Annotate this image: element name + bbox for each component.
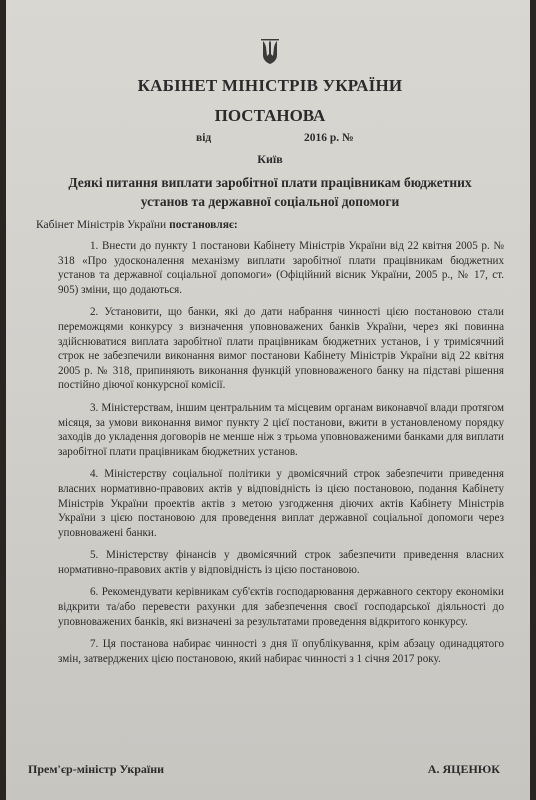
signature-name: А. ЯЦЕНЮК — [427, 762, 500, 776]
intro-line — [36, 219, 504, 231]
title-line-2: установ та державної соціальної допомоги — [140, 194, 400, 209]
paragraph-1: 1. Внести до пункту 1 постанови Кабінету Міністрів України від 22 квітня 2005 р. № 318 «Про удосконалення механізму виплати заробітної плати працівникам бюджетних установ та державної соціальної допомоги» (Офіційний вісник України, 2005 р., № 17, ст. 905) зміни, що додаються. — [58, 240, 504, 296]
intro-subject: Кабінет Міністрів України — [36, 219, 167, 231]
document-type: ПОСТАНОВА — [214, 106, 326, 125]
signature-position: Прем'єр-міністр України — [28, 762, 165, 776]
organization-title: КАБІНЕТ МІНІСТРІВ УКРАЇНИ — [137, 76, 403, 95]
trident-emblem-icon — [261, 38, 279, 66]
date-prefix: від — [196, 132, 212, 144]
date-year: 2016 р. № — [304, 132, 354, 144]
city: Київ — [257, 152, 283, 166]
paragraph-3: 3. Міністерствам, іншим центральним та місцевим органам виконавчої влади протягом місяця, за умови виконання вимог пункту 2 цієї постанови, вжити в установленому порядку заходів до укладення договорів не менше ніж з трьома уповноваженими банками для виплати заробітної плати працівникам бюджетних установ. — [58, 401, 504, 458]
paragraph-6: 6. Рекомендувати керівникам суб'єктів господарювання державного сектору економіки відкрити та/або перевести рахунки для забезпечення своєї господарської діяльності до уповноважених банків, які визначені за результатами проведення відкритого конкурсу. — [58, 586, 504, 628]
date-line — [36, 132, 504, 150]
paragraph-7: 7. Ця постанова набирає чинності з дня її опублікування, крім абзацу одинадцятого змін, затверджених цією постановою, який набирає чинності з 1 січня 2017 року. — [58, 638, 504, 665]
title-line-1: Деякі питання виплати заробітної плати працівникам бюджетних — [68, 175, 472, 190]
resolution-title — [36, 173, 504, 211]
paragraph-4: 4. Міністерству соціальної політики у двомісячний строк забезпечити приведення власних нормативно-правових актів у відповідність із цією постановою, подання Кабінету Міністрів України проектів актів з метою узгодження діючих актів Кабінету Міністрів України з цією постановою для проведення виплат державної соціальної допомоги через уповноважені банки. — [58, 468, 504, 539]
paragraph-2: 2. Установити, що банки, які до дати набрання чинності цією постановою стали переможцями конкурсу з визначення уповноважених банків України, через які повинна здійснюватися виплата заробітної плати працівникам бюджетних установ, і у тримісячний строк не забезпечили виконання вимог постанови Кабінету Міністрів України від 22 квітня 2005 р. № 318, припиняють виконання функцій уповноваженого банку на підставі рішення постійно діючої конкурсної комісії. — [58, 306, 504, 392]
paragraph-5: 5. Міністерству фінансів у двомісячний строк забезпечити приведення власних нормативно-правових актів у відповідність із цією постановою. — [58, 549, 504, 576]
document-page — [6, 0, 530, 800]
intro-verb: постановляє: — [169, 219, 238, 231]
